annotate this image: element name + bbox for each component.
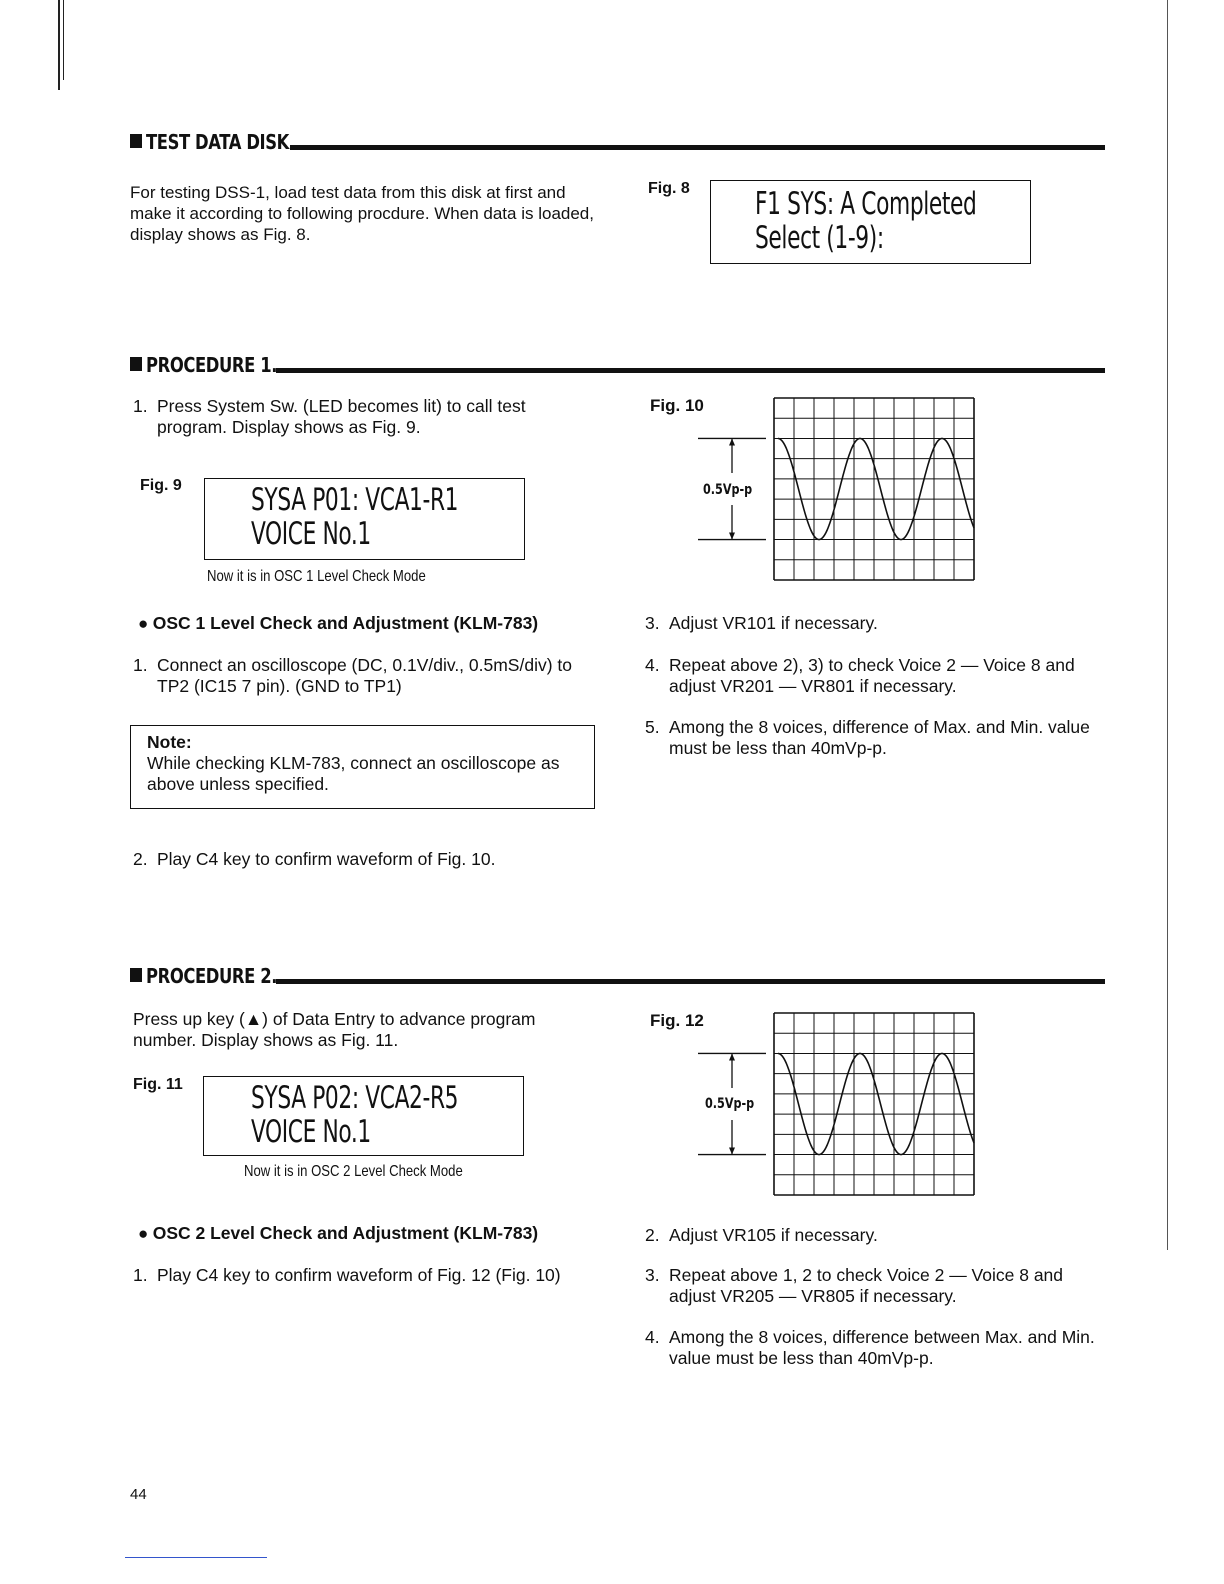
- osc1-bullet: [138, 613, 538, 634]
- osc1-step1: 1. Connect an oscilloscope (DC, 0.1V/div., 0.5mS/div) to TP2 (IC15 7 pin). (GND to TP1): [133, 655, 573, 696]
- osc1-step2: 2. Play C4 key to confirm waveform of Fig. 10.: [133, 849, 496, 869]
- procedure1-right-step-3: 3. Adjust VR101 if necessary.: [645, 613, 878, 633]
- section-title: PROCEDURE 2.: [146, 964, 278, 988]
- scan-edge-right: [1167, 0, 1168, 1250]
- graticule-grid: [774, 1013, 974, 1195]
- note-box: [130, 725, 595, 809]
- fig9-display-line2: VOICE No.1: [251, 516, 371, 552]
- arrowhead-up-icon: [729, 438, 735, 445]
- procedure2-right-step-2: 2. Adjust VR105 if necessary.: [645, 1225, 878, 1245]
- procedure2-right-step-4: 4. Among the 8 voices, difference between Max. and Min. value must be less than 40mVp-p.: [645, 1327, 1095, 1368]
- waveform-trace: [778, 438, 974, 539]
- bullet-dot-icon: ●: [138, 614, 149, 633]
- fig9-caption: Now it is in OSC 1 Level Check Mode: [207, 568, 426, 585]
- section-rule: [290, 145, 1105, 150]
- arrowhead-down-icon: [729, 533, 735, 540]
- arrowhead-up-icon: [729, 1053, 735, 1060]
- waveform-trace: [778, 1053, 974, 1154]
- fig11-label: Fig. 11: [133, 1076, 183, 1093]
- section-rule: [276, 368, 1105, 373]
- graticule-grid: [774, 398, 974, 580]
- fig8-label: Fig. 8: [648, 180, 690, 197]
- fig9-display-line1: SYSA P01: VCA1-R1: [251, 482, 459, 518]
- note-body: While checking KLM-783, connect an oscilloscope as above unless specified.: [147, 753, 560, 794]
- procedure2-text: Press up key (▲) of Data Entry to advance program number. Display shows as Fig. 11.: [133, 1009, 536, 1050]
- fig9-display: [204, 478, 525, 560]
- osc2-bullet-text: OSC 2 Level Check and Adjustment (KLM-783): [152, 1223, 539, 1243]
- section-title: PROCEDURE 1.: [146, 353, 278, 377]
- procedure1-step1: 1. Press System Sw. (LED becomes lit) to call test program. Display shows as Fig. 9.: [133, 396, 526, 437]
- fig11-display-line2: VOICE No.1: [251, 1114, 371, 1150]
- section-title: TEST DATA DISK: [146, 130, 289, 154]
- page-number: 44: [130, 1486, 147, 1503]
- scan-edge-left: [58, 0, 60, 90]
- section-header-procedure-2: [130, 958, 1105, 988]
- fig8-display: [710, 180, 1031, 264]
- fig9-label: Fig. 9: [140, 477, 182, 494]
- fig8-display-line2: Select (1-9):: [755, 220, 884, 256]
- bullet-dot-icon: ●: [138, 1224, 149, 1243]
- section-rule: [276, 979, 1105, 984]
- section-header-procedure-1: [130, 347, 1105, 377]
- arrowhead-down-icon: [729, 1148, 735, 1155]
- fig10-label: Fig. 10: [650, 396, 704, 415]
- footer-rule: [125, 1557, 267, 1558]
- fig11-display: [203, 1076, 524, 1156]
- procedure1-right-step-5: 5. Among the 8 voices, difference of Max. and Min. value must be less than 40mVp-p.: [645, 717, 1090, 758]
- procedure1-right-step-4: 4. Repeat above 2), 3) to check Voice 2 — Voice 8 and adjust VR201 — VR801 if necessary.: [645, 655, 1075, 696]
- fig12-amplitude-label: 0.5Vp-p: [705, 1096, 755, 1112]
- osc2-bullet: [138, 1223, 538, 1244]
- section-square-icon: [130, 357, 142, 371]
- fig11-caption: Now it is in OSC 2 Level Check Mode: [244, 1163, 463, 1180]
- osc2-step1: 1. Play C4 key to confirm waveform of Fig. 12 (Fig. 10): [133, 1265, 561, 1285]
- section-header-test-data-disk: [130, 124, 1105, 154]
- fig10-amplitude-label: 0.5Vp-p: [703, 482, 753, 498]
- test-data-disk-text: For testing DSS-1, load test data from this disk at first and make it according to following procdure. When data is loaded, display shows as Fig. 8.: [130, 183, 594, 244]
- fig11-display-line1: SYSA P02: VCA2-R5: [251, 1080, 459, 1116]
- procedure2-right-step-3: 3. Repeat above 1, 2 to check Voice 2 — Voice 8 and adjust VR205 — VR805 if necessary.: [645, 1265, 1064, 1306]
- section-square-icon: [130, 968, 142, 982]
- section-square-icon: [130, 134, 142, 148]
- fig12-label: Fig. 12: [650, 1011, 704, 1030]
- fig8-display-line1: F1 SYS: A Completed: [755, 186, 977, 222]
- scan-edge-left-2: [63, 0, 64, 80]
- osc1-bullet-text: OSC 1 Level Check and Adjustment (KLM-783): [152, 613, 539, 633]
- note-title: Note:: [147, 732, 192, 752]
